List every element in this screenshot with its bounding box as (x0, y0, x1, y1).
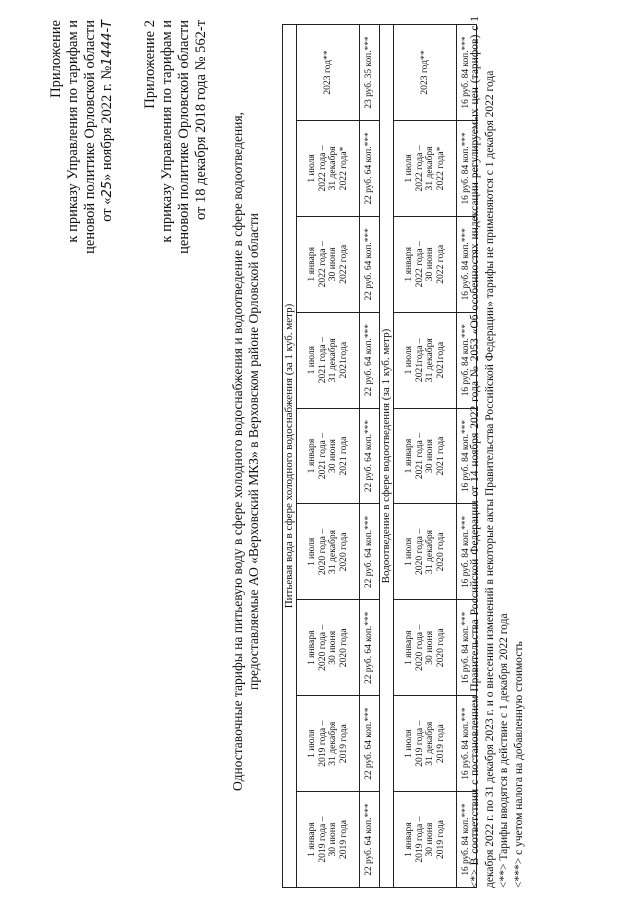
appendix-new-date-mid: » ноября 2022 г. № (99, 65, 115, 181)
period-line: 1 июля (306, 537, 317, 567)
appendix-old-line2: ценовой политике Орловской области (176, 20, 192, 254)
period-line: 2019 года (337, 724, 349, 764)
period-line: 2021года (434, 341, 446, 379)
period-line: 2022 года (337, 244, 349, 284)
period-line: 1 июля (306, 729, 317, 758)
period-line: 30 июня (327, 822, 338, 857)
appendix-old-line1: к приказу Управления по тарифам и (159, 20, 175, 243)
tariff-value-cell: 16 руб. 84 коп.*** (457, 216, 477, 312)
period-line: 31 декабря (327, 338, 338, 383)
period-line: 1 июля (306, 154, 317, 183)
period-line: 2021 года – (316, 433, 328, 480)
tariff-value-cell: 16 руб. 84 коп.*** (457, 25, 477, 121)
period-line: 2022 года (434, 244, 446, 284)
period-line: 2020 года – (316, 528, 328, 576)
tariff-value-cell: 22 руб. 64 коп.*** (360, 792, 380, 888)
appendix-old-line3: от 18 декабря 2018 года № 562-т (193, 20, 209, 220)
table-title (230, 0, 262, 903)
period-line: 31 декабря (327, 529, 338, 574)
period-line: 31 декабря (424, 529, 435, 574)
footnote-1: <*> В соответствии с постановлением Правительства Российской Федерации от 14 ноября 2022 года № 2053 «Об особенностях индексации регулируемых цен (тарифов) с 1 декабря 2022 г. по 31 декабря 2023 г. и о внесении изменений в некоторые акты Правительства Российской Федерации» тарифы не применяются с 1 декабря 2022 года (469, 16, 496, 888)
period-line: 2020 года – (316, 624, 328, 671)
period-cell (297, 504, 360, 600)
period-line: 31 декабря (327, 146, 338, 191)
table-title-line2: предоставляемые АО «Верховский МКЗ» в Верховском районе Орловской области (246, 213, 261, 690)
tariff-value-cell: 22 руб. 64 коп.*** (360, 408, 380, 504)
tariff-value-cell: 16 руб. 84 коп.*** (457, 312, 477, 408)
appendix-new-header (48, 20, 116, 254)
period-line: 2022 года* (337, 146, 349, 191)
footnote-3: <***> с учетом налога на добавленную стоимость (512, 641, 525, 888)
footnotes (468, 16, 526, 888)
period-line: 2019 года (337, 820, 349, 860)
period-cell (297, 792, 360, 888)
period-line: 2020 года – (413, 528, 425, 576)
period-line: 1 января (306, 822, 317, 857)
period-line: 2023 год** (321, 50, 333, 95)
period-cell (394, 696, 457, 792)
period-cell (394, 121, 457, 217)
period-line: 30 июня (327, 439, 338, 473)
period-cell (297, 216, 360, 312)
period-cell (394, 792, 457, 888)
period-line: 2022 года – (316, 241, 328, 288)
period-cell (394, 216, 457, 312)
tariff-value-cell: 22 руб. 64 коп.*** (360, 600, 380, 696)
period-line: 1 июля (403, 537, 414, 567)
period-cell (297, 25, 360, 121)
period-line: 1 января (403, 247, 414, 282)
period-line: 2019 года – (413, 720, 425, 767)
appendix-new-day: 25 (100, 180, 115, 198)
period-line: 2022 года* (434, 146, 446, 191)
period-line: 2020 года (434, 628, 446, 668)
period-line: 2021 года – (413, 433, 425, 480)
section-title: Водоотведение в сфере водоотведения (за 1 куб. метр) (380, 25, 394, 888)
period-line: 2022 года – (316, 145, 328, 192)
period-line: 2021 года (337, 436, 349, 476)
period-line: 2020 года (337, 532, 349, 572)
period-line: 2022 года – (413, 241, 425, 288)
period-cell (297, 408, 360, 504)
tariff-value-cell: 16 руб. 84 коп.*** (457, 792, 477, 888)
appendix-new-title: Приложение (48, 20, 64, 98)
period-line: 2019 года (434, 820, 446, 860)
tariff-value-cell: 22 руб. 64 коп.*** (360, 312, 380, 408)
appendix-new-line2: ценовой политике Орловской области (82, 20, 98, 254)
period-line: 2021года – (413, 338, 425, 383)
period-line: 2021 года (434, 436, 446, 476)
period-cell (297, 312, 360, 408)
period-line: 2023 год** (418, 50, 430, 95)
period-cell (394, 312, 457, 408)
footnote-2: <**> Тарифы вводятся в действие с 1 декабря 2022 года (498, 613, 511, 888)
tariff-value-cell: 16 руб. 84 коп.*** (457, 600, 477, 696)
period-line: 2019 года – (316, 720, 328, 767)
period-line: 1 января (403, 438, 414, 474)
appendix-old-title: Приложение 2 (142, 20, 158, 109)
period-line: 30 июня (424, 247, 435, 282)
period-line: 1 июля (403, 729, 414, 758)
period-line: 2020 года (337, 628, 349, 668)
period-cell (394, 600, 457, 696)
period-line: 30 июня (424, 439, 435, 473)
period-cell (394, 504, 457, 600)
period-line: 2021 года – (316, 337, 328, 384)
period-cell (394, 408, 457, 504)
period-line: 2021года (337, 341, 349, 379)
period-line: 2020 года – (413, 624, 425, 671)
tariff-value-cell: 16 руб. 84 коп.*** (457, 696, 477, 792)
period-line: 2022 года – (413, 145, 425, 192)
appendix-new-date-line (99, 20, 116, 254)
appendix-new-line1: к приказу Управления по тарифам и (65, 20, 81, 243)
period-line: 2019 года – (413, 816, 425, 863)
period-line: 1 июля (403, 154, 414, 183)
tariff-value-cell: 16 руб. 84 коп.*** (457, 504, 477, 600)
tariff-value-cell: 16 руб. 84 коп.*** (457, 121, 477, 217)
section-title: Питьевая вода в сфере холодного водоснабжения (за 1 куб. метр) (283, 25, 297, 888)
period-line: 31 декабря (424, 146, 435, 191)
period-line: 1 января (306, 438, 317, 474)
period-cell (297, 600, 360, 696)
period-line: 1 января (403, 822, 414, 857)
period-line: 31 декабря (424, 338, 435, 383)
period-cell (297, 121, 360, 217)
period-line: 1 января (403, 630, 414, 666)
tariff-value-cell: 22 руб. 64 коп.*** (360, 216, 380, 312)
period-line: 31 декабря (327, 721, 338, 766)
table-title-line1: Одноставочные тарифы на питьевую воду в сфере холодного водоснабжения и водоотведение в сфере водоотведения, (230, 112, 245, 791)
appendix-old-header (142, 20, 210, 254)
period-cell (297, 696, 360, 792)
period-line: 30 июня (424, 822, 435, 857)
period-line: 1 июля (403, 345, 414, 375)
tariff-value-cell: 23 руб. 35 коп.*** (360, 25, 380, 121)
period-line: 2019 года – (316, 816, 328, 863)
period-cell (394, 25, 457, 121)
appendix-new-number: 1444-Т (100, 20, 115, 66)
period-line: 2020 года (434, 532, 446, 572)
tariff-value-cell: 22 руб. 64 коп.*** (360, 121, 380, 217)
tariff-value-cell: 16 руб. 84 коп.*** (457, 408, 477, 504)
period-line: 30 июня (424, 630, 435, 665)
tariff-table (282, 24, 477, 888)
tariff-value-cell: 22 руб. 64 коп.*** (360, 504, 380, 600)
period-line: 1 января (306, 247, 317, 282)
period-line: 1 января (306, 630, 317, 666)
appendix-new-date-prefix: от « (99, 197, 115, 222)
period-line: 30 июня (327, 247, 338, 282)
period-line: 30 июня (327, 630, 338, 665)
period-line: 2019 года (434, 724, 446, 764)
tariff-value-cell: 22 руб. 64 коп.*** (360, 696, 380, 792)
period-line: 31 декабря (424, 721, 435, 766)
period-line: 1 июля (306, 345, 317, 375)
